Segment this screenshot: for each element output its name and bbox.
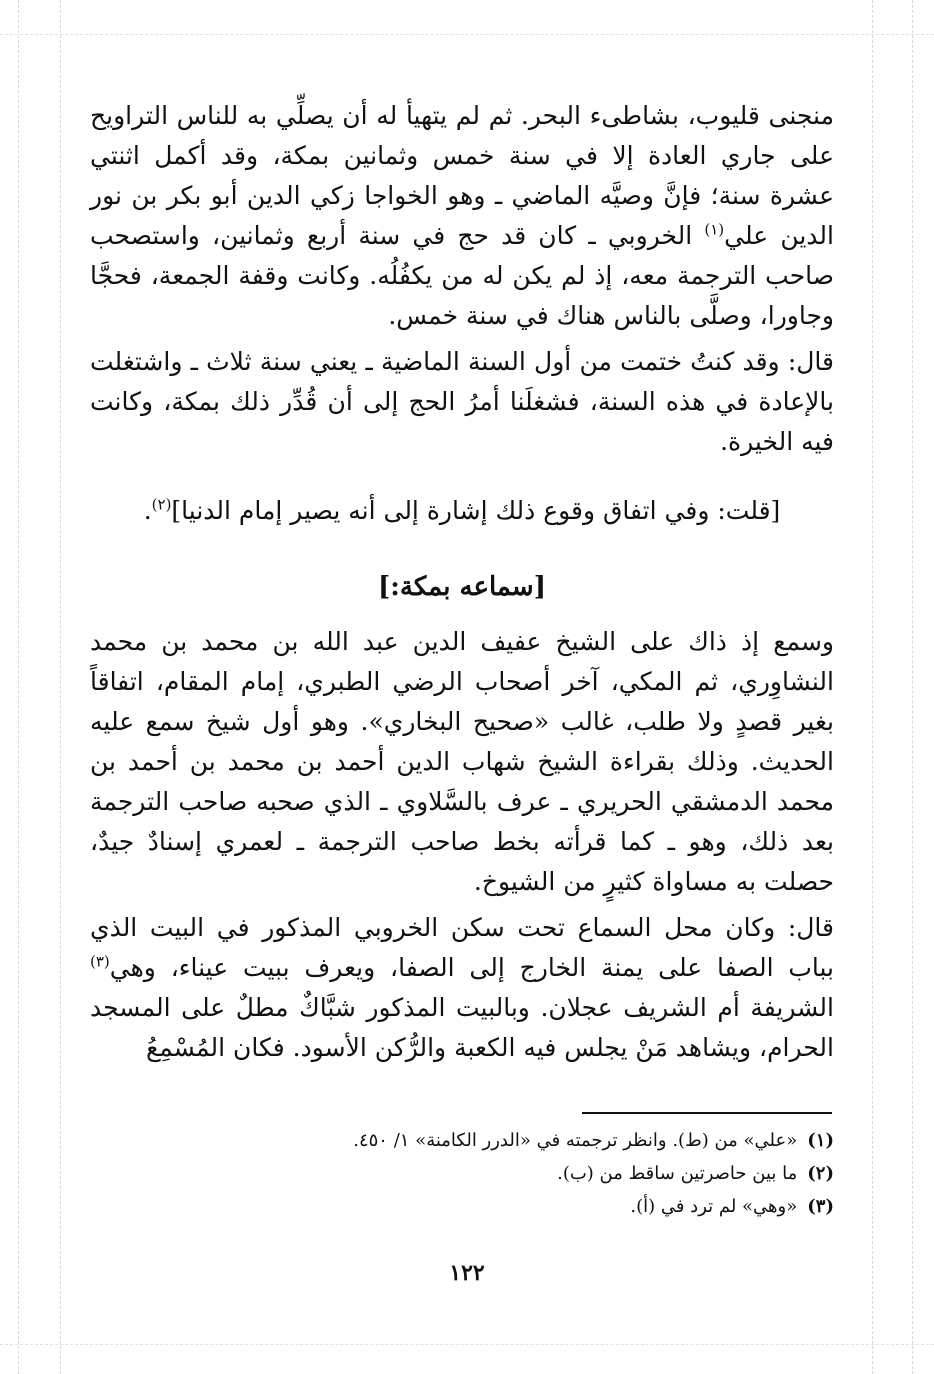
- footnote-divider: [582, 1112, 832, 1114]
- footnotes: [140, 1124, 834, 1223]
- editor-note-text: [قلت: وفي اتفاق وقوع ذلك إشارة إلى أنه يصير إمام الدنيا]: [171, 496, 781, 525]
- footnote-reference[interactable]: (٣): [90, 952, 110, 971]
- footnote-reference[interactable]: (١): [704, 220, 725, 239]
- footnote-item: [140, 1124, 834, 1157]
- paragraph-text: قال: وقد كنتُ ختمت من أول السنة الماضية ـ يعني سنة ثلاث ـ واشتغلت بالإعادة في هذه السنة، فشغلَنا أمرُ الحج إلى أن قُدِّر ذلك بمكة، وكانت فيه الخيرة.: [90, 347, 834, 456]
- scan-guide-line: [0, 34, 934, 35]
- paragraph-text: منجنى قليوب، بشاطىء البحر. ثم لم يتهيأ له أن يصلِّي به للناس التراويح على جاري العادة إلا في سنة خمس وثمانين بمكة، وقد أكمل اثنتي عشرة سنة؛ فإنَّ وصيَّه الماضي ـ وهو الخواجا زكي الدين أبو بكر بن نور الدين علي: [90, 101, 834, 250]
- footnote-item: [140, 1190, 834, 1223]
- scan-guide-line: [0, 1344, 934, 1345]
- section-heading: [سماعه بمكة:]: [377, 572, 546, 602]
- footnote-text: «وهي» لم ترد في (أ).: [630, 1196, 798, 1217]
- page-number: ١٢٢: [449, 1260, 485, 1286]
- footnote-text: ما بين حاصرتين ساقط من (ب).: [557, 1163, 798, 1184]
- scan-guide-line: [912, 0, 913, 1374]
- scan-guide-line: [60, 0, 61, 1374]
- paragraph: [90, 342, 834, 462]
- paragraph-text: وسمع إذ ذاك على الشيخ عفيف الدين عبد الله بن محمد بن محمد النشاوِري، ثم المكي، آخر أصحاب الرضي الطبري، إمام المقام، اتفاقاً بغير قصدٍ ولا طلب، غالب «صحيح البخاري». وهو أول شيخ سمع عليه الحديث. وذلك بقراءة الشيخ شهاب الدين أحمد بن محمد بن أحمد بن محمد الدمشقي الحريري ـ عرف بالسَّلاوي ـ الذي صحبه صاحب الترجمة بعد ذلك، وهو ـ كما قرأته بخط صاحب الترجمة ـ لعمري إسنادٌ جيدٌ، حصلت به مساواة كثيرٍ من الشيوخ.: [90, 627, 834, 896]
- footnote-text: «علي» من (ط). وانظر ترجمته في «الدرر الكامنة» ١/ ٤٥٠.: [353, 1130, 798, 1151]
- scan-guide-line: [18, 0, 19, 1374]
- scan-guide-line: [872, 0, 873, 1374]
- footnote-number: (٣): [807, 1196, 834, 1217]
- editor-note-end: .: [143, 496, 152, 525]
- footnote-number: (١): [807, 1130, 834, 1151]
- paragraph-text: قال: وكان محل السماع تحت سكن الخروبي المذكور في البيت الذي بباب الصفا على يمنة الخارج إلى الصفا، ويعرف ببيت عيناء، وهي: [90, 913, 834, 982]
- paragraph: [90, 622, 834, 902]
- paragraph-text: الشريفة أم الشريف عجلان. وبالبيت المذكور شبَّاكٌ مطلٌ على المسجد الحرام، ويشاهد مَنْ يجلس فيه الكعبة والرُّكن الأسود. فكان المُسْمِعُ: [90, 993, 834, 1062]
- footnote-reference[interactable]: (٢): [151, 495, 172, 514]
- main-text-top: [90, 96, 834, 462]
- editor-note: [90, 491, 834, 531]
- main-text-bottom: [90, 622, 834, 1068]
- paragraph: [90, 908, 834, 1068]
- footnote-number: (٢): [807, 1163, 834, 1184]
- paragraph: [90, 96, 834, 336]
- paragraph-text: الخروبي ـ كان قد حج في سنة أربع وثمانين، واستصحب صاحب الترجمة معه، إذ لم يكن له من يكفُلُه. وكانت وقفة الجمعة، فحجَّا وجاورا، وصلَّى بالناس هناك في سنة خمس.: [90, 221, 834, 330]
- footnote-item: [140, 1157, 834, 1190]
